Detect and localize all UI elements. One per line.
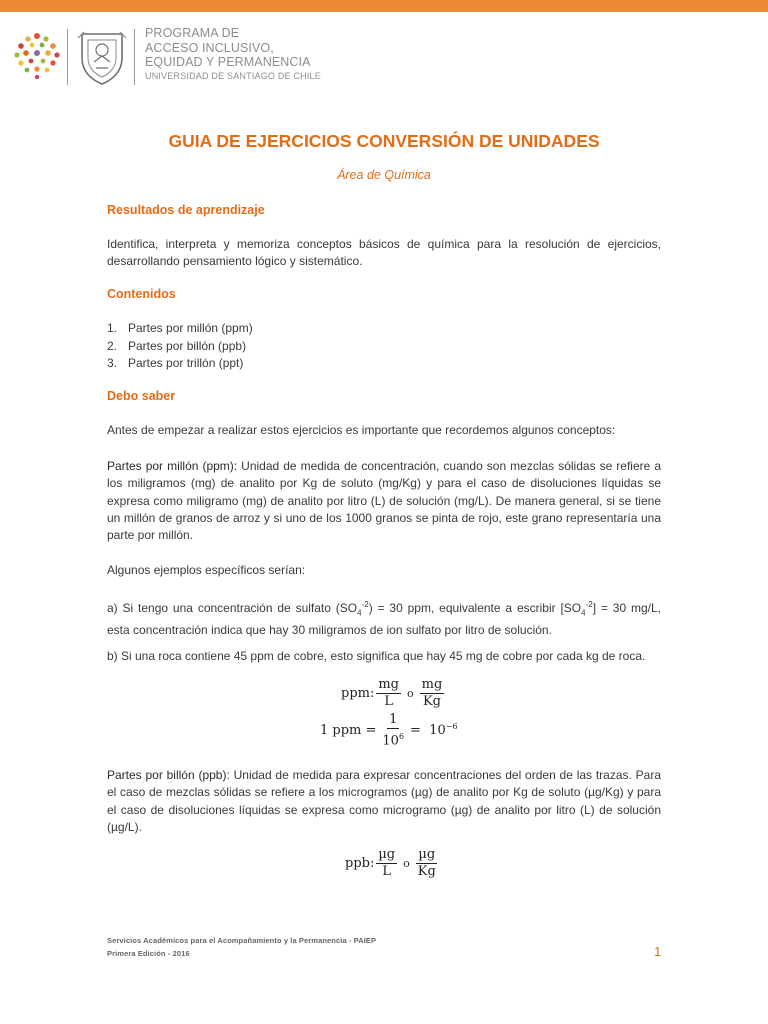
ppm-formula — [341, 678, 446, 709]
exponent: −6 — [445, 721, 458, 731]
footer-line-1: Servicios Académicos para el Acompañamiento y la Permanencia - PAIEP — [107, 936, 377, 945]
denominator: L — [382, 864, 392, 879]
program-name — [145, 26, 321, 83]
ppm-definition — [107, 458, 661, 544]
logo-divider — [134, 29, 135, 85]
university-crest-icon — [76, 28, 128, 86]
ppm-equivalence — [320, 713, 458, 748]
example-a — [107, 596, 661, 639]
example-a-part: a) Si tengo una concentración de sulfato (SO — [107, 601, 358, 615]
examples-intro: Algunos ejemplos específicos serían: — [107, 563, 306, 577]
subscript: 4 — [357, 608, 362, 618]
section-heading-know: Debo saber — [107, 389, 176, 403]
denominator: L — [384, 694, 393, 709]
fraction — [420, 678, 445, 709]
top-accent-bar — [0, 0, 768, 12]
ppb-definition — [107, 767, 661, 836]
university-name: UNIVERSIDAD DE SANTIAGO DE CHILE — [145, 70, 321, 81]
section-heading-contents: Contenidos — [107, 287, 176, 301]
fraction — [376, 678, 401, 709]
numerator: µg — [418, 847, 436, 862]
numerator: 1 — [389, 712, 398, 727]
ppb-term: Partes por billón (ppb) — [107, 768, 227, 782]
superscript: -2 — [361, 600, 369, 609]
fraction — [416, 848, 438, 879]
exponent: 6 — [398, 732, 405, 741]
footer-line-2: Primera Edición - 2016 — [107, 949, 190, 958]
section-heading-results: Resultados de aprendizaje — [107, 203, 265, 217]
ppb-formula-label: ppb: — [345, 856, 375, 871]
org-line-3: EQUIDAD Y PERMANENCIA — [145, 55, 311, 69]
denominator — [380, 729, 406, 748]
ppm-term: Partes por millón (ppm): — [107, 459, 238, 473]
equals-sign: = — [410, 723, 421, 739]
list-number: 1. — [107, 321, 118, 335]
numerator: mg — [421, 677, 443, 692]
example-a-part: ) = 30 ppm, equivalente a escribir [SO — [368, 601, 582, 615]
list-item — [107, 355, 253, 373]
one-ppm-label: 1 ppm = — [320, 723, 377, 739]
example-b: b) Si una roca contiene 45 ppm de cobre, esto significa que hay 45 mg de cobre por cada kg de roca. — [107, 649, 646, 663]
superscript: -2 — [585, 600, 593, 609]
numerator: mg — [378, 677, 400, 692]
footer — [107, 934, 376, 960]
ppb-formula — [345, 848, 440, 879]
document-title: GUIA DE EJERCICIOS CONVERSIÓN DE UNIDADES — [168, 131, 600, 151]
program-logo-icon — [12, 30, 62, 84]
contents-list — [107, 320, 253, 373]
numerator: µg — [378, 847, 396, 862]
org-line-1: PROGRAMA DE — [145, 26, 240, 40]
or-symbol: o — [407, 687, 414, 700]
list-item-text: Partes por billón (ppb) — [128, 338, 247, 353]
list-item — [107, 320, 253, 338]
power-base: 10 — [429, 723, 446, 739]
intro-paragraph: Antes de empezar a realizar estos ejercicios es importante que recordemos algunos conceptos: — [107, 423, 616, 437]
ppb-definition-text: : Unidad de medida para expresar concentraciones del orden de las trazas. Para el caso de mezclas sólidas se refiere a los microgramos (µg) de analito por Kg de soluto (µg/Kg) y para el caso de disoluciones líquidas se expresa como microgramo (µg) de analito por litro (L) de solución (µg/L). — [107, 768, 661, 834]
example-a-part: ] = 30 mg/L, esta concentración indica que hay 30 miligramos de ion sulfato por litro de solución. — [107, 601, 662, 637]
list-item-text: Partes por trillón (ppt) — [128, 356, 244, 370]
subscript: 4 — [581, 608, 586, 618]
list-item — [107, 338, 253, 356]
list-number: 2. — [107, 338, 118, 353]
org-line-2: ACCESO INCLUSIVO, — [145, 40, 274, 55]
fraction — [380, 713, 406, 748]
logo-divider — [67, 29, 68, 85]
or-symbol: o — [403, 857, 410, 870]
fraction — [376, 848, 397, 879]
power-base: 10 — [382, 733, 399, 749]
list-item-text: Partes por millón (ppm) — [128, 321, 253, 335]
list-number: 3. — [107, 356, 118, 370]
denominator: Kg — [417, 864, 436, 879]
ppm-definition-text: Unidad de medida de concentración, cuando son mezclas sólidas se refiere a los miligramos (mg) de analito por Kg de soluto (mg/Kg) y para el caso de disoluciones líquidas se expresa como miligramo (mg) de analito por litro (L) de solución (mg/L). De manera general, si se tiene un millón de granos de arroz y si uno de los 1000 granos se pinta de rojo, este grano representaría una parte por millón. — [107, 459, 662, 543]
document-subtitle: Área de Química — [337, 168, 431, 182]
denominator: Kg — [422, 694, 441, 709]
ppm-formula-label: ppm: — [341, 686, 375, 701]
page-number: 1 — [654, 944, 662, 959]
results-paragraph: Identifica, interpreta y memoriza conceptos básicos de química para la resolución de ejercicios, desarrollando pensamiento lógico y sistemático. — [107, 237, 661, 269]
